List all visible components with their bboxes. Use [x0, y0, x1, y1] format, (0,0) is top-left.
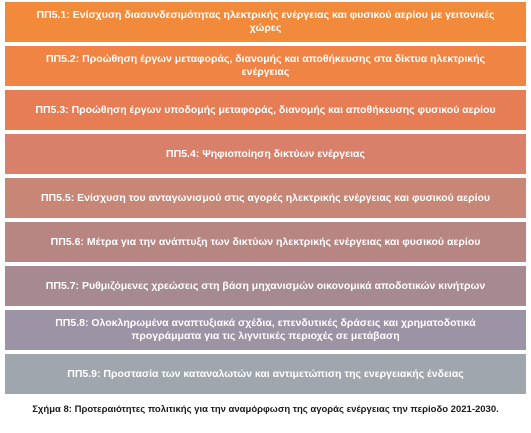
- priority-box-5-1: [5, 2, 526, 42]
- priority-label: ΠΠ5.3: Προώθηση έργων υποδομής μεταφοράς, διανομής και αποθήκευσης φυσικού αερίου: [35, 103, 496, 116]
- priority-label: ΠΠ5.9: Προστασία των καταναλωτών και αντιμετώπιση της ενεργειακής ένδειας: [67, 367, 464, 380]
- priority-box-5-5: [5, 178, 526, 218]
- priority-label: ΠΠ5.2: Προώθηση έργων μεταφοράς, διανομής και αποθήκευσης στα δίκτυα ηλεκτρικής ενέργειας: [45, 53, 486, 78]
- priority-box-5-4: [5, 134, 526, 174]
- priority-box-5-8: [5, 310, 526, 350]
- priority-label: ΠΠ5.5: Ενίσχυση του ανταγωνισμού στις αγορές ηλεκτρικής ενέργειας και φυσικού αερίου: [40, 191, 491, 204]
- priority-label: ΠΠ5.8: Ολοκληρωμένα αναπτυξιακά σχέδια, επενδυτικές δράσεις και χρηματοδοτικά προγράμματα για τις λιγνιτικές περιοχές σε μετάβαση: [55, 317, 476, 342]
- priority-label: ΠΠ5.4: Ψηφιοποίηση δικτύων ενέργειας: [166, 147, 365, 160]
- priority-list: [5, 2, 526, 398]
- priority-box-5-9: [5, 354, 526, 394]
- figure-caption: Σχήμα 8: Προτεραιότητες πολιτικής για την αναμόρφωση της αγοράς ενέργειας την περίοδο 2021-2030.: [32, 404, 499, 415]
- priority-label: ΠΠ5.1: Ενίσχυση διασυνδεσιμότητας ηλεκτρικής ενέργειας και φυσικού αερίου με γειτονικές χώρες: [36, 9, 495, 34]
- priority-box-5-2: [5, 46, 526, 86]
- priority-box-5-7: [5, 266, 526, 306]
- priority-label: ΠΠ5.6: Μέτρα για την ανάπτυξη των δικτύων ηλεκτρικής ενέργειας και φυσικού αερίου: [50, 235, 481, 248]
- priority-label: ΠΠ5.7: Ρυθμιζόμενες χρεώσεις στη βάση μηχανισμών οικονομικά αποδοτικών κινήτρων: [45, 279, 486, 292]
- priority-box-5-3: [5, 90, 526, 130]
- priority-box-5-6: [5, 222, 526, 262]
